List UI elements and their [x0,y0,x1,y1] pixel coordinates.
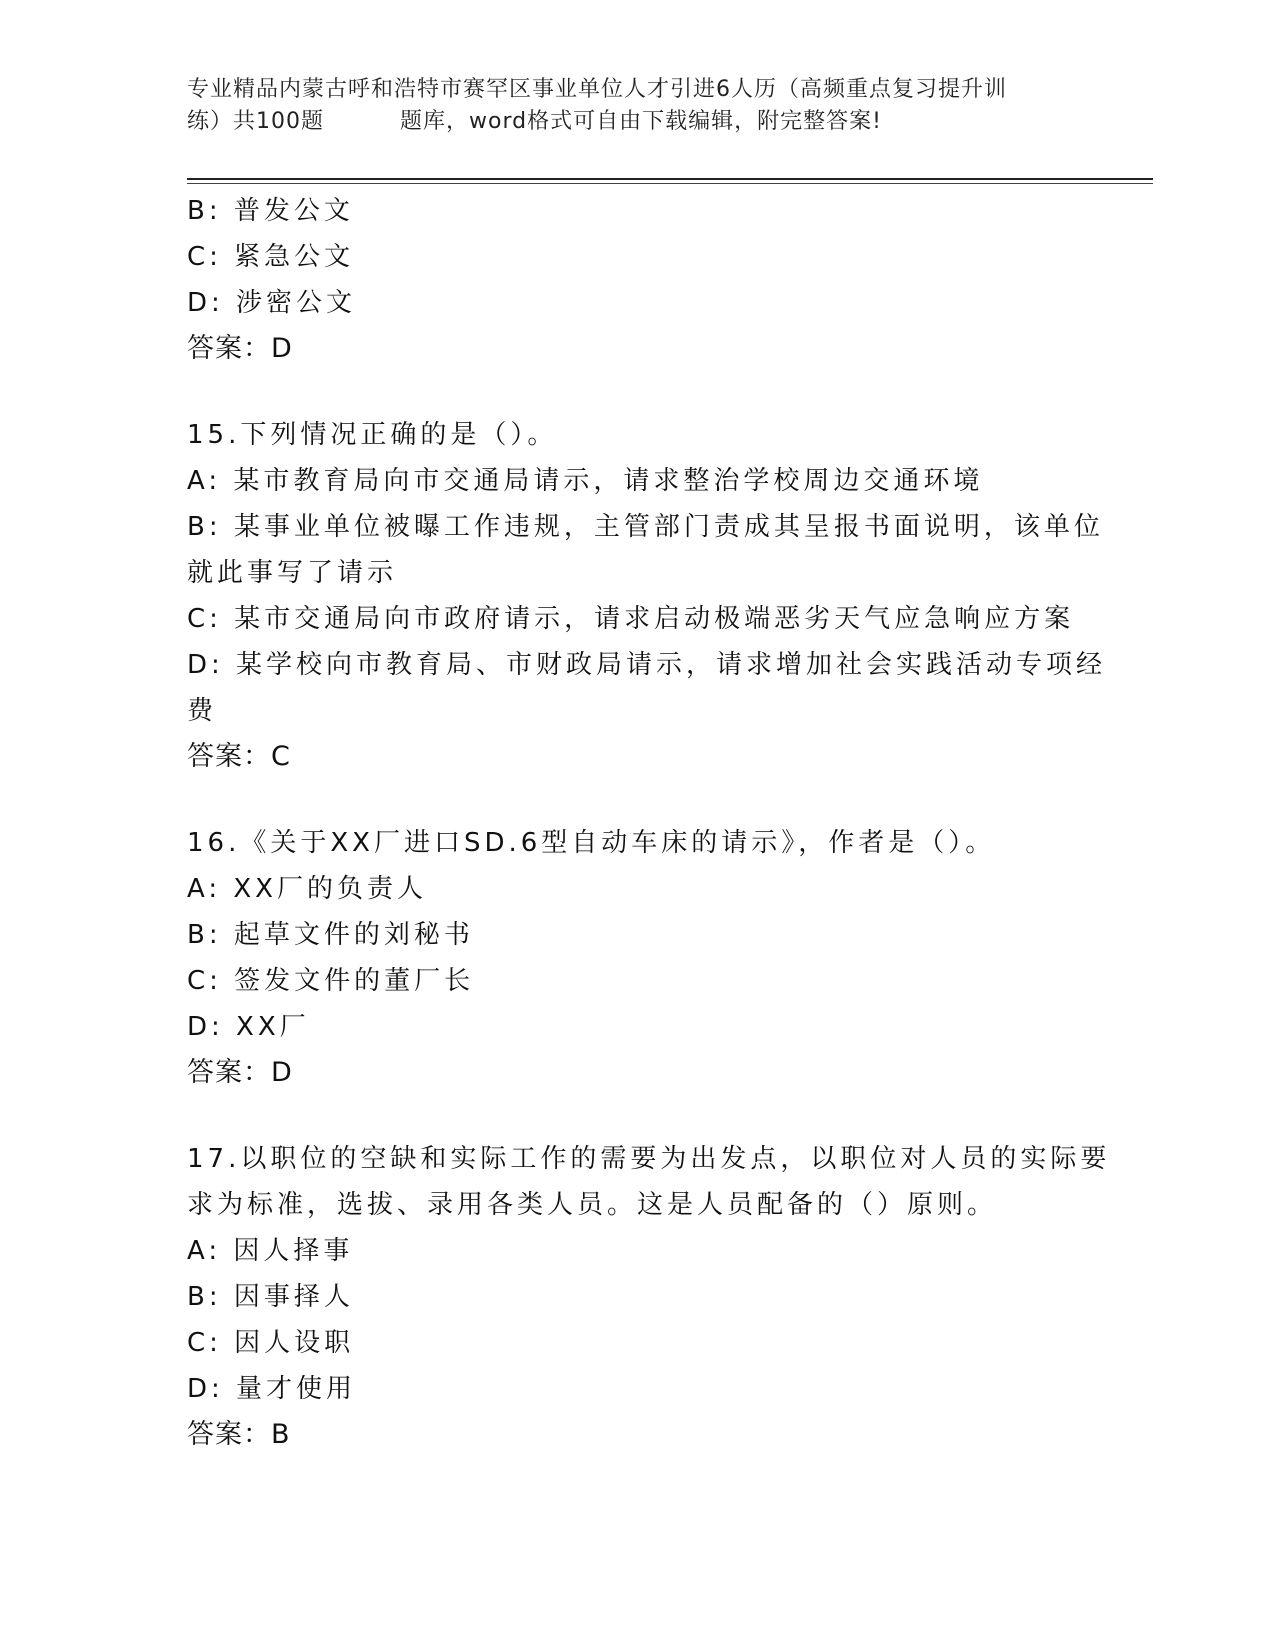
option-d: D: 量才使用 [187,1374,357,1404]
question-text-line-1: 17.以职位的空缺和实际工作的需要为出发点，以职位对人员的实际要 [187,1144,1111,1174]
option-a: A: 因人择事 [187,1236,354,1266]
option-d-line-2: 费 [187,696,218,726]
option-c: C: 紧急公文 [187,242,355,272]
answer-line: 答案：D [187,333,293,364]
question-gap [187,1096,1087,1136]
question-17 [187,1136,1111,1458]
header-title-line-1: 专业精品内蒙古呼和浩特市赛罕区事业单位人才引进6人历（高频重点复习提升训 [187,77,1007,102]
option-d: D: 涉密公文 [187,288,357,318]
option-c: C: 因人设职 [187,1328,355,1358]
answer-line: 答案：D [187,1057,293,1088]
question-gap [187,372,1087,412]
question-list [187,188,1111,1458]
option-a: A: XX厂的负责人 [187,874,427,904]
header-title-line-2 [187,106,1087,138]
header-divider-thin [187,183,1153,184]
header-title-part-2: 题库，word格式可自由下载编辑，附完整答案! [400,109,882,134]
header-divider-thick [187,178,1153,180]
question-14-tail [187,188,1087,372]
answer-line: 答案：C [187,741,291,772]
option-d-line-1: D: 某学校向市教育局、市财政局请示，请求增加社会实践活动专项经 [187,650,1107,680]
question-text: 16.《关于XX厂进口SD.6型自动车床的请示》，作者是（）。 [187,828,996,858]
option-b-line-2: 就此事写了请示 [187,558,398,588]
option-c: C: 签发文件的董厂长 [187,966,475,996]
question-15 [187,412,1107,780]
option-b-line-1: B: 某事业单位被曝工作违规，主管部门责成其呈报书面说明，该单位 [187,512,1104,542]
page-header [187,74,1087,138]
question-text: 15.下列情况正确的是（）。 [187,420,558,450]
question-text-line-2: 求为标准，选拔、录用各类人员。这是人员配备的（）原则。 [187,1190,998,1220]
option-a: A: 某市教育局向市交通局请示，请求整治学校周边交通环境 [187,466,984,496]
option-b: B: 起草文件的刘秘书 [187,920,474,950]
option-c: C: 某市交通局向市政府请示，请求启动极端恶劣天气应急响应方案 [187,604,1075,634]
answer-line: 答案：B [187,1419,291,1450]
question-gap [187,780,1087,820]
header-title-part-1: 练）共100题 [187,109,324,134]
question-16 [187,820,1087,1096]
option-d: D: XX厂 [187,1012,310,1042]
option-b: B: 普发公文 [187,196,354,226]
option-b: B: 因事择人 [187,1282,354,1312]
